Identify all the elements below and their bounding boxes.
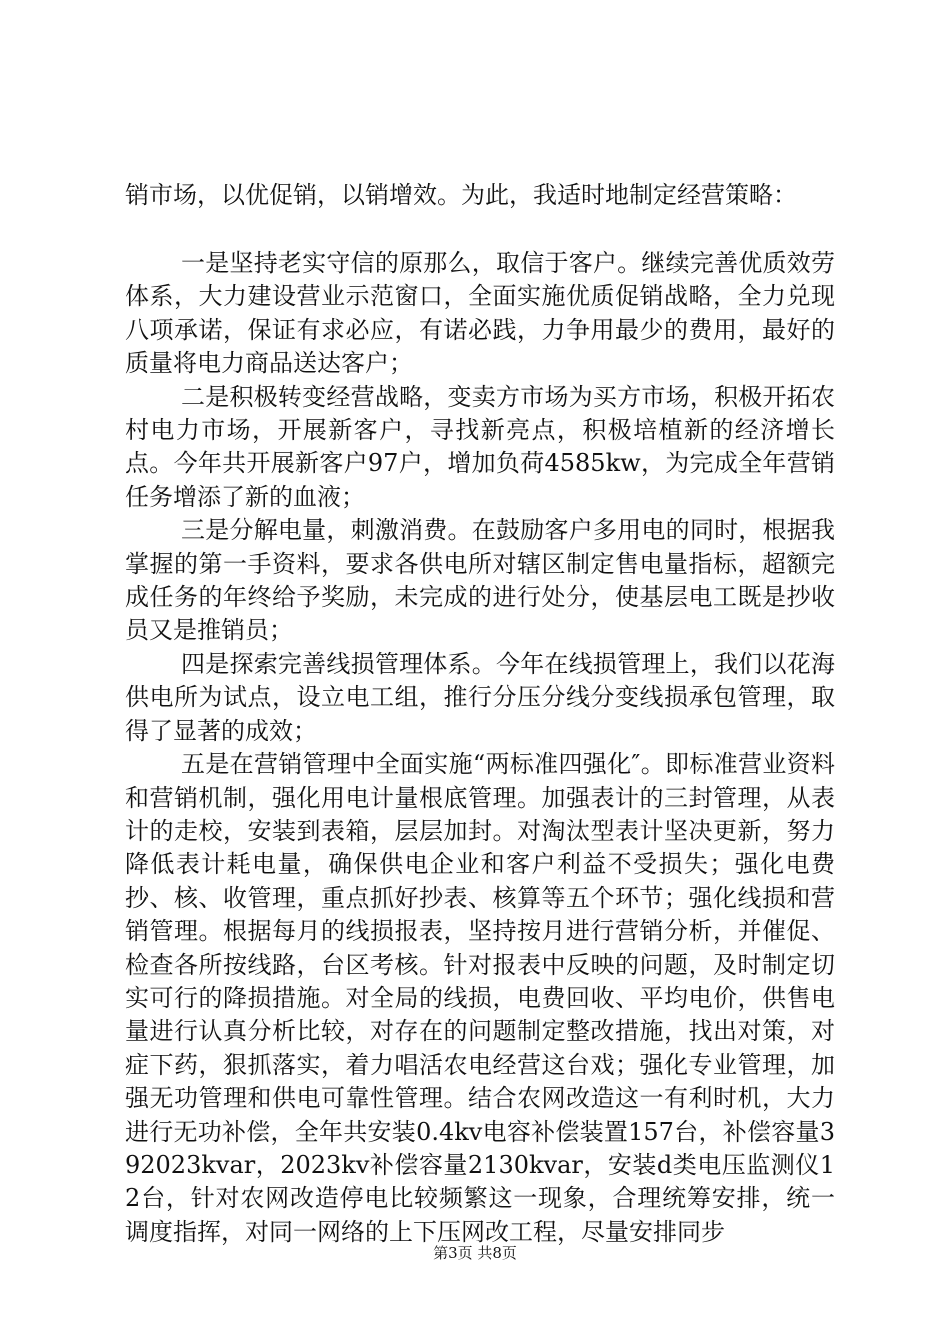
page-number-footer: 第3页 共8页 bbox=[433, 1244, 517, 1262]
paragraph-3: 三是分解电量，刺激消费。在鼓励客户多用电的同时，根据我掌握的第一手资料，要求各供电所对辖区制定售电量指标，超额完成任务的年终给予奖励，未完成的进行处分，使基层电工既是抄收员又是推销员； bbox=[125, 516, 835, 645]
continued-text-line: 销市场，以优促销，以销增效。为此，我适时地制定经营策略： bbox=[125, 181, 797, 209]
paragraph-2: 二是积极转变经营战略，变卖方市场为买方市场，积极开拓农村电力市场，开展新客户，寻找新亮点，积极培植新的经济增长点。今年共开展新客户97户，增加负荷4585kw，为完成全年营销任务增添了新的血液； bbox=[125, 382, 835, 511]
paragraph-4: 四是探索完善线损管理体系。今年在线损管理上，我们以花海供电所为试点，设立电工组，推行分压分线分变线损承包管理，取得了显著的成效； bbox=[125, 649, 835, 745]
paragraph-5: 五是在营销管理中全面实施“两标准四强化″。即标准营业资料和营销机制，强化用电计量根底管理。加强表计的三封管理，从表计的走校，安装到表箱，层层加封。对淘汰型表计坚决更新，努力降低表计耗电量，确保供电企业和客户利益不受损失；强化电费抄、核、收管理，重点抓好抄表、核算等五个环节；强化线损和营销管理。根据每月的线损报表，坚持按月进行营销分析，并催促、检查各所按线路，台区考核。针对报表中反映的问题，及时制定切实可行的降损措施。对全局的线损，电费回收、平均电价，供售电量进行认真分析比较，对存在的问题制定整改措施，找出对策，对症下药，狠抓落实，着力唱活农电经营这台戏；强化专业管理，加强无功管理和供电可靠性管理。结合农网改造这一有利时机，大力进行无功补偿，全年共安装0.4kv电容补偿装置157台，补偿容量392023kvar，2023kv补偿容量2130kvar，安装d类电压监测仪12台，针对农网改造停电比较频繁这一现象，合理统筹安排，统一调度指挥，对同一网络的上下压网改工程，尽量安排同步 bbox=[125, 750, 835, 1246]
paragraph-1: 一是坚持老实守信的原那么，取信于客户。继续完善优质效劳体系，大力建设营业示范窗口，全面实施优质促销战略，全力兑现八项承诺，保证有求必应，有诺必践，力争用最少的费用，最好的质量将电力商品送达客户； bbox=[125, 249, 835, 378]
document-body bbox=[125, 247, 835, 1249]
